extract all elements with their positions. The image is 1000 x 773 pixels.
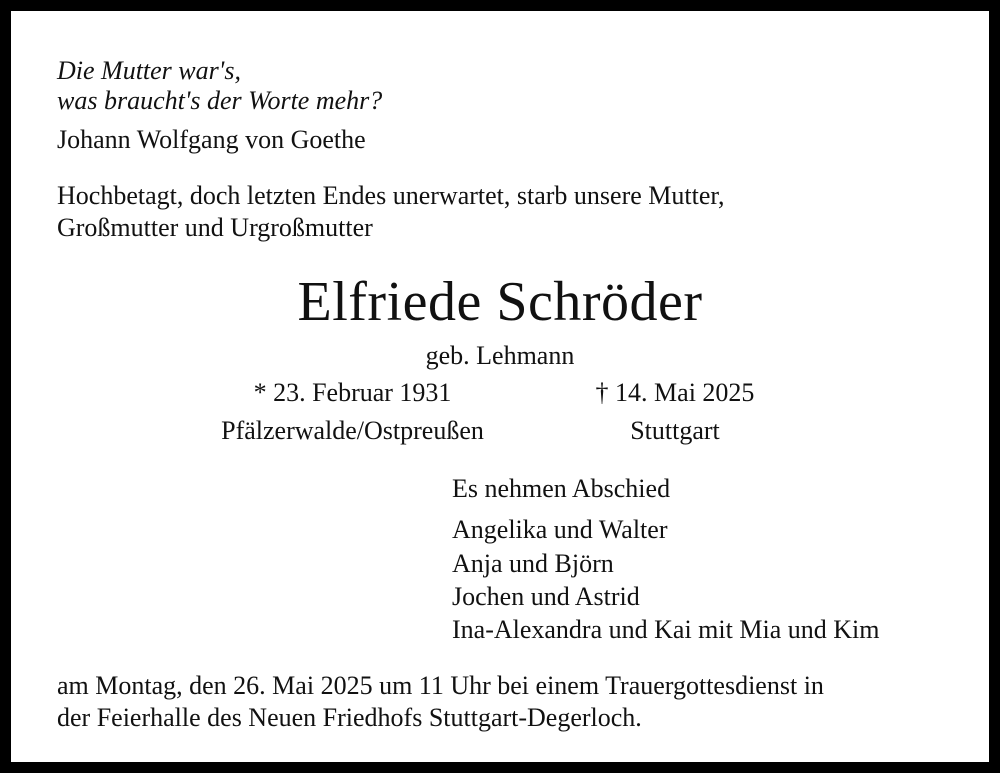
birth-date: * 23. Februar 1931: [253, 378, 452, 407]
mourner-name: Jochen und Astrid: [452, 582, 640, 611]
mourner-name: Ina-Alexandra und Kai mit Mia und Kim: [452, 615, 880, 644]
mourners-heading: Es nehmen Abschied: [452, 474, 671, 503]
death-place: Stuttgart: [630, 416, 720, 445]
mourner-name: Angelika und Walter: [452, 515, 668, 544]
quote-author: Johann Wolfgang von Goethe: [57, 125, 366, 154]
quote-line-1: Die Mutter war's,: [57, 56, 241, 85]
deceased-name: Elfriede Schröder: [297, 271, 703, 333]
service-line-2: der Feierhalle des Neuen Friedhofs Stuttgart-Degerloch.: [57, 703, 642, 732]
intro-line-2: Großmutter und Urgroßmutter: [57, 213, 373, 242]
quote-line-2: was braucht's der Worte mehr?: [57, 86, 383, 115]
service-line-1: am Montag, den 26. Mai 2025 um 11 Uhr bei einem Trauergottesdienst in: [57, 671, 824, 700]
intro-line-1: Hochbetagt, doch letzten Endes unerwartet, starb unsere Mutter,: [57, 181, 725, 210]
mourner-name: Anja und Björn: [452, 549, 614, 578]
birth-place: Pfälzerwalde/Ostpreußen: [221, 416, 484, 445]
death-date: † 14. Mai 2025: [595, 378, 755, 407]
maiden-name: geb. Lehmann: [425, 341, 575, 370]
